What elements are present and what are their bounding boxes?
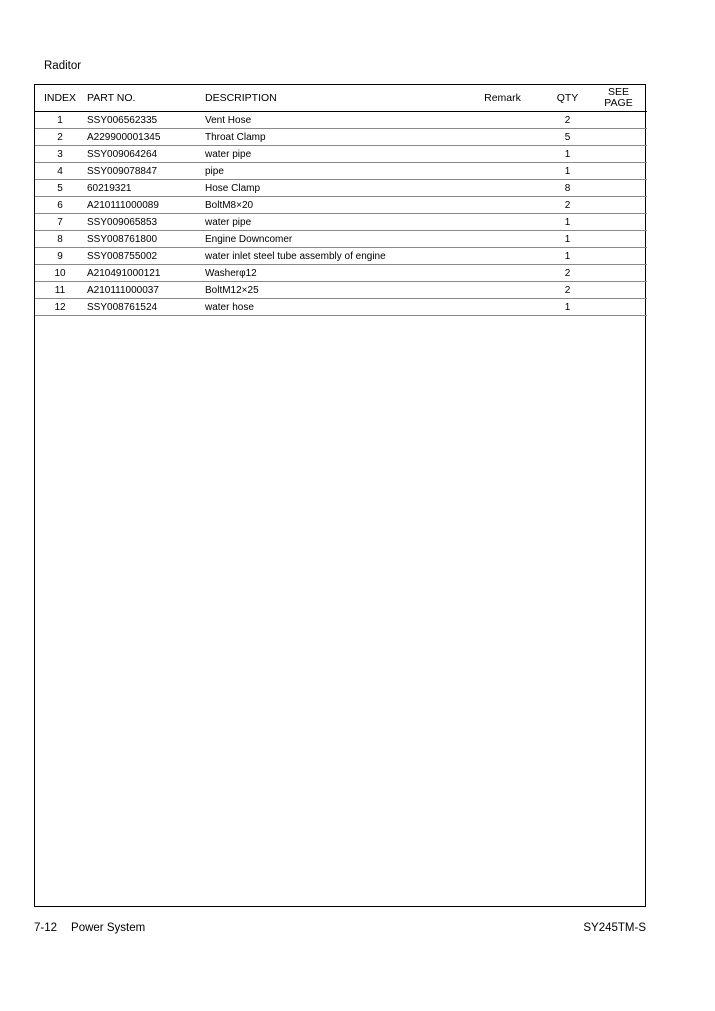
header-see-page-line2: PAGE — [604, 97, 633, 109]
cell-qty: 2 — [545, 265, 590, 282]
cell-index: 12 — [35, 299, 85, 316]
cell-qty: 1 — [545, 299, 590, 316]
table-row — [35, 214, 647, 231]
parts-table — [35, 85, 647, 316]
table-row — [35, 197, 647, 214]
table-row — [35, 129, 647, 146]
cell-remark — [460, 299, 545, 316]
cell-qty: 1 — [545, 248, 590, 265]
header-index: INDEX — [35, 85, 85, 112]
cell-index: 7 — [35, 214, 85, 231]
cell-see-page — [590, 197, 647, 214]
cell-index: 3 — [35, 146, 85, 163]
table-row — [35, 180, 647, 197]
table-header-row — [35, 85, 647, 112]
cell-part-no: 60219321 — [85, 180, 203, 197]
cell-part-no: SSY008761800 — [85, 231, 203, 248]
table-row — [35, 163, 647, 180]
footer-model: SY245TM-S — [583, 922, 646, 934]
header-remark: Remark — [460, 85, 545, 112]
cell-see-page — [590, 163, 647, 180]
cell-remark — [460, 112, 545, 129]
header-description: DESCRIPTION — [203, 85, 460, 112]
header-part-no: PART NO. — [85, 85, 203, 112]
cell-qty: 1 — [545, 163, 590, 180]
table-row — [35, 265, 647, 282]
cell-remark — [460, 180, 545, 197]
cell-description: Vent Hose — [203, 112, 460, 129]
cell-part-no: SSY008755002 — [85, 248, 203, 265]
cell-remark — [460, 265, 545, 282]
table-row — [35, 146, 647, 163]
cell-remark — [460, 231, 545, 248]
cell-qty: 1 — [545, 214, 590, 231]
footer-page-number: 7-12 — [34, 922, 58, 934]
cell-qty: 1 — [545, 231, 590, 248]
cell-remark — [460, 248, 545, 265]
parts-table-frame — [34, 84, 646, 907]
cell-remark — [460, 163, 545, 180]
cell-description: water hose — [203, 299, 460, 316]
cell-index: 11 — [35, 282, 85, 299]
table-row — [35, 299, 647, 316]
cell-description: water pipe — [203, 146, 460, 163]
footer-left — [34, 922, 145, 934]
cell-index: 1 — [35, 112, 85, 129]
cell-description: BoltM12×25 — [203, 282, 460, 299]
cell-qty: 8 — [545, 180, 590, 197]
cell-see-page — [590, 265, 647, 282]
table-row — [35, 282, 647, 299]
cell-index: 5 — [35, 180, 85, 197]
cell-index: 9 — [35, 248, 85, 265]
cell-part-no: A210491000121 — [85, 265, 203, 282]
cell-description: Throat Clamp — [203, 129, 460, 146]
cell-see-page — [590, 112, 647, 129]
cell-qty: 2 — [545, 112, 590, 129]
cell-index: 2 — [35, 129, 85, 146]
cell-remark — [460, 129, 545, 146]
header-see-page — [590, 85, 647, 112]
cell-remark — [460, 214, 545, 231]
cell-part-no: A210111000089 — [85, 197, 203, 214]
table-row — [35, 112, 647, 129]
cell-part-no: A210111000037 — [85, 282, 203, 299]
cell-qty: 2 — [545, 197, 590, 214]
cell-part-no: SSY009064264 — [85, 146, 203, 163]
cell-description: water pipe — [203, 214, 460, 231]
cell-index: 6 — [35, 197, 85, 214]
cell-see-page — [590, 129, 647, 146]
footer-section: Power System — [71, 922, 146, 934]
table-row — [35, 248, 647, 265]
cell-index: 4 — [35, 163, 85, 180]
cell-index: 10 — [35, 265, 85, 282]
page-title: Raditor — [44, 60, 82, 72]
cell-see-page — [590, 299, 647, 316]
cell-see-page — [590, 214, 647, 231]
cell-remark — [460, 197, 545, 214]
cell-qty: 2 — [545, 282, 590, 299]
cell-description: water inlet steel tube assembly of engine — [203, 248, 460, 265]
cell-see-page — [590, 231, 647, 248]
cell-description: pipe — [203, 163, 460, 180]
cell-see-page — [590, 180, 647, 197]
cell-description: Washerφ12 — [203, 265, 460, 282]
cell-see-page — [590, 146, 647, 163]
cell-see-page — [590, 282, 647, 299]
cell-part-no: A229900001345 — [85, 129, 203, 146]
cell-remark — [460, 146, 545, 163]
header-qty: QTY — [545, 85, 590, 112]
cell-description: BoltM8×20 — [203, 197, 460, 214]
cell-description: Engine Downcomer — [203, 231, 460, 248]
cell-index: 8 — [35, 231, 85, 248]
table-row — [35, 231, 647, 248]
cell-part-no: SSY008761524 — [85, 299, 203, 316]
cell-see-page — [590, 248, 647, 265]
cell-part-no: SSY006562335 — [85, 112, 203, 129]
cell-remark — [460, 282, 545, 299]
cell-qty: 1 — [545, 146, 590, 163]
header-see-page-line1: SEE — [607, 86, 629, 98]
cell-description: Hose Clamp — [203, 180, 460, 197]
cell-part-no: SSY009078847 — [85, 163, 203, 180]
cell-part-no: SSY009065853 — [85, 214, 203, 231]
cell-qty: 5 — [545, 129, 590, 146]
